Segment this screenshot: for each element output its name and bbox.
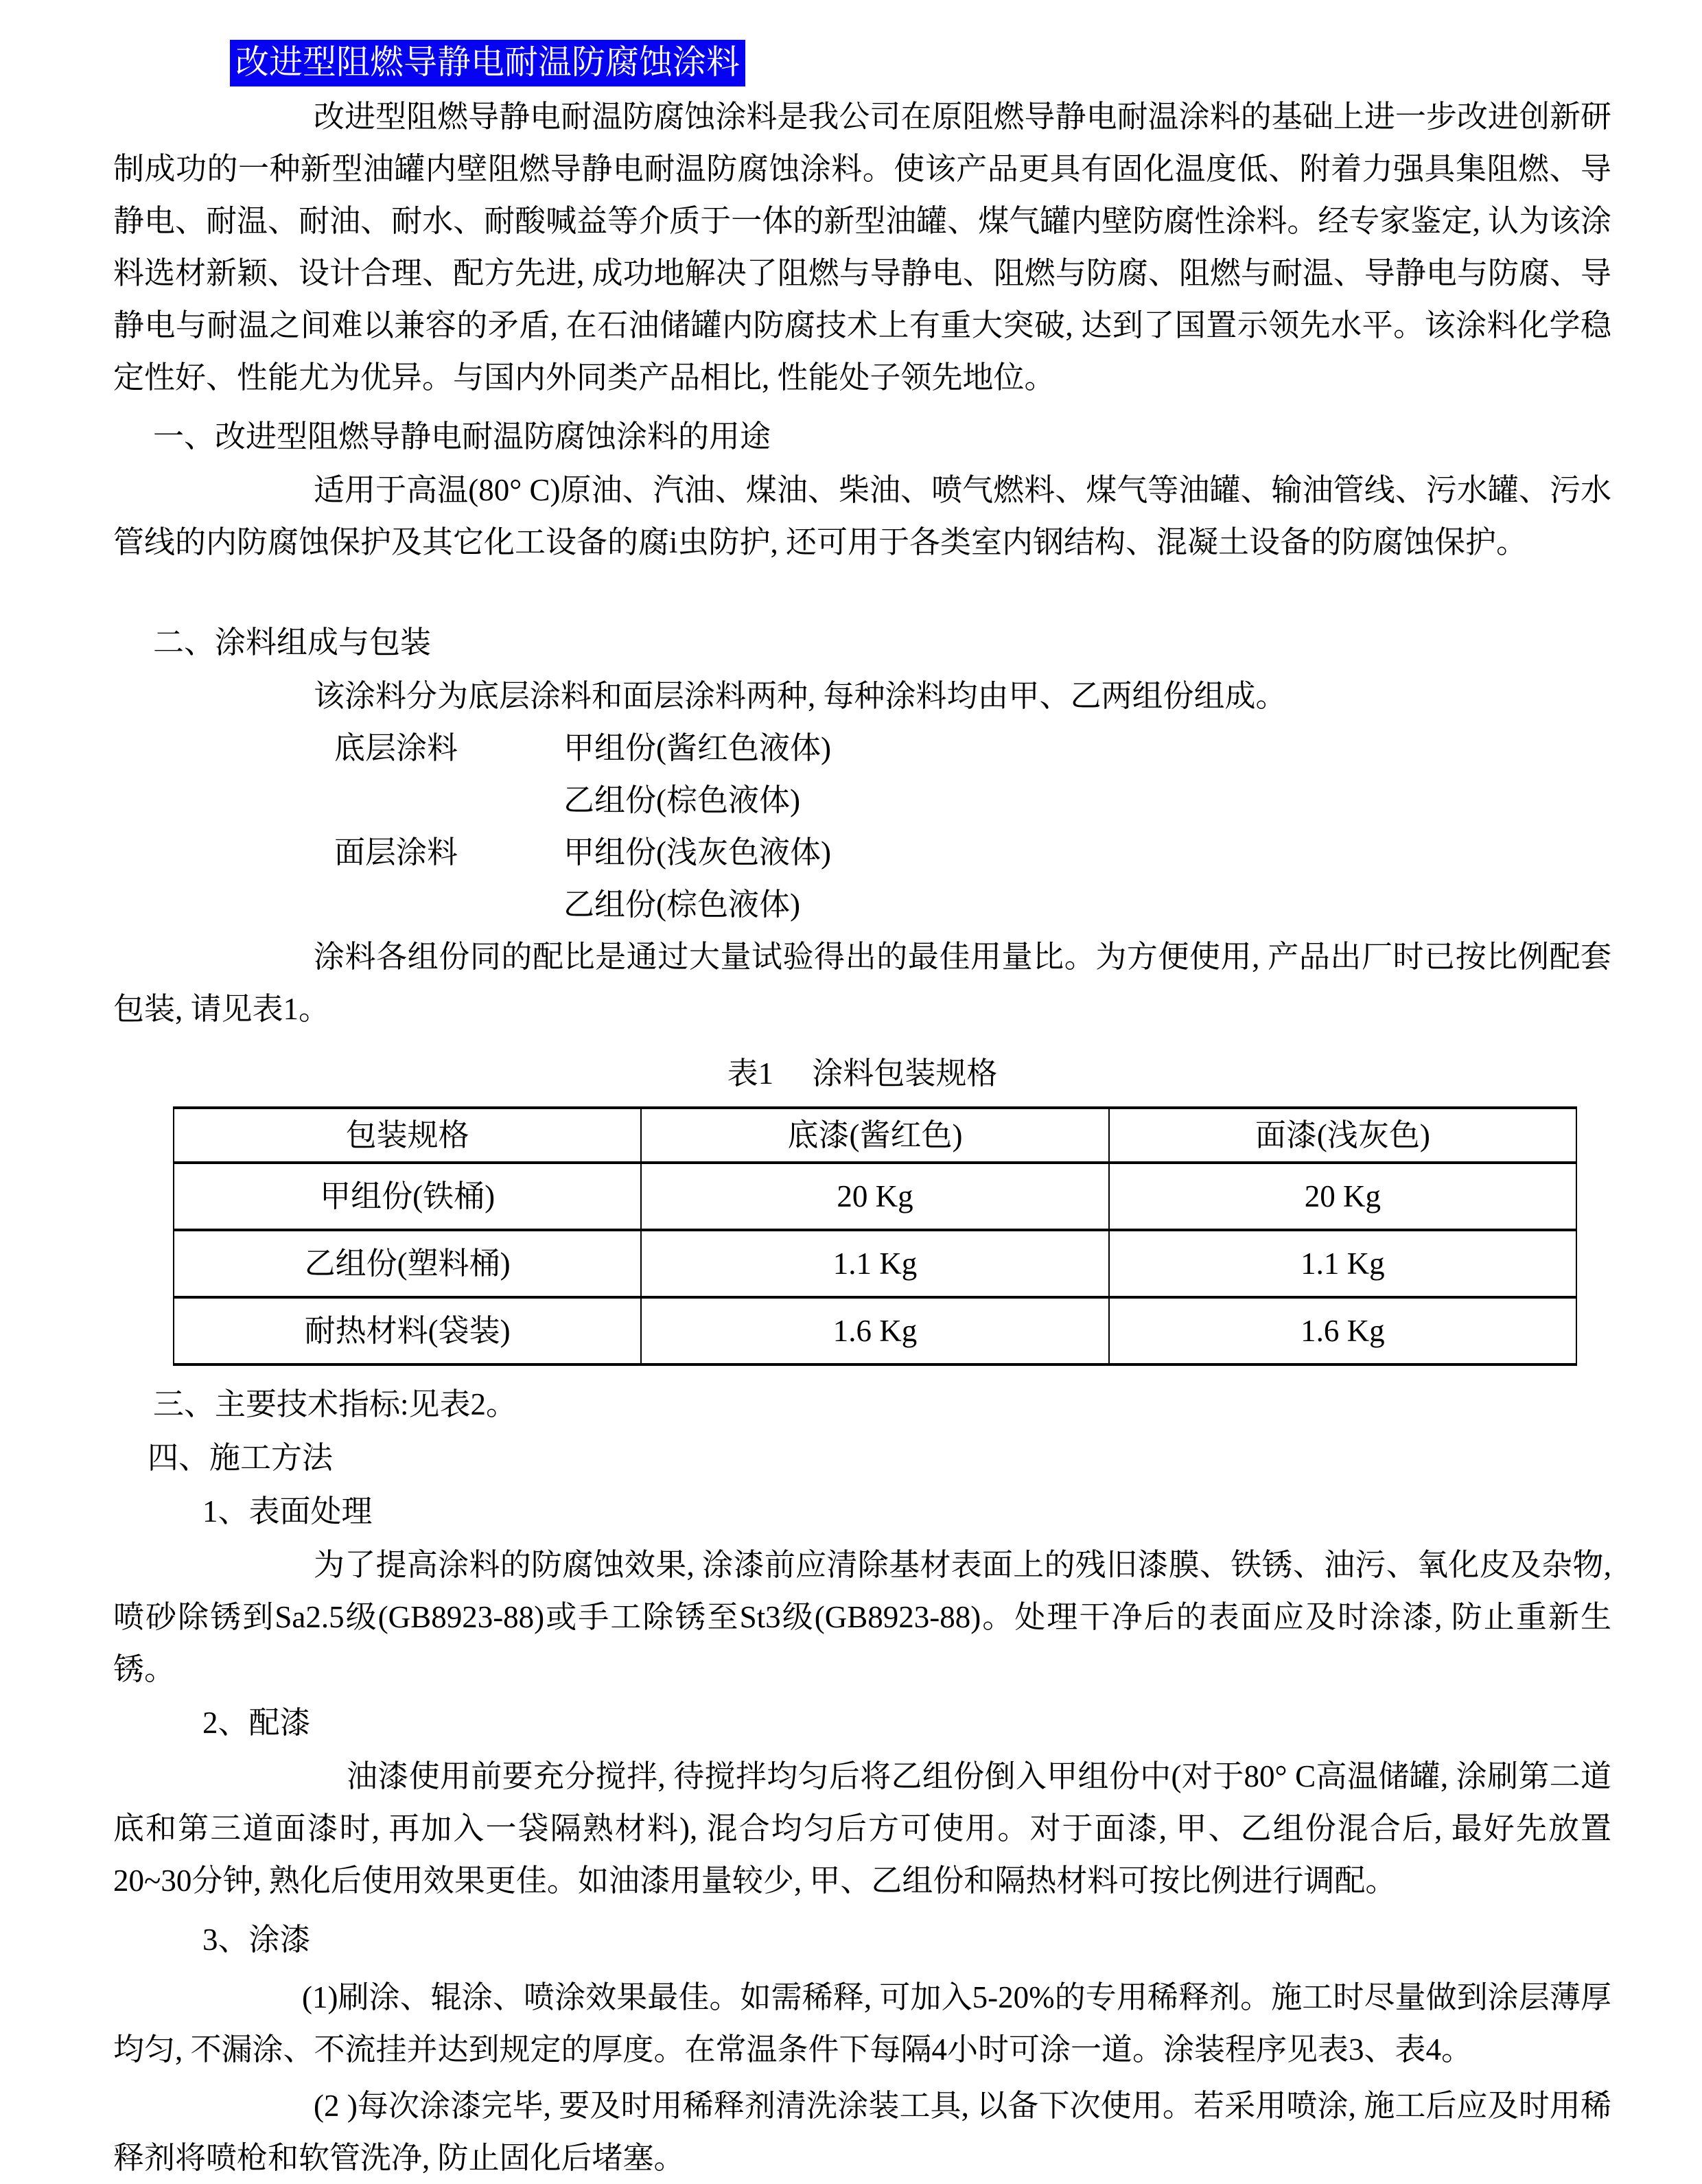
table-cell: 20 Kg	[641, 1163, 1108, 1230]
component-label: 底层涂料	[334, 731, 458, 765]
section4-heading: 四、施工方法	[148, 1441, 334, 1475]
document-title: 改进型阻燃导静电耐温防腐蚀涂料	[230, 40, 745, 86]
table1-caption: 表1 涂料包装规格	[727, 1056, 998, 1091]
table-cell: 耐热材料(袋装)	[174, 1297, 641, 1364]
section3-heading: 三、主要技术指标:见表2。	[153, 1387, 517, 1421]
section2-intro: 该涂料分为底层涂料和面层涂料两种, 每种涂料均由甲、乙两组份组成。	[314, 679, 1287, 713]
table-row	[174, 1230, 1576, 1297]
table-cell: 1.1 Kg	[1109, 1230, 1576, 1297]
table-cell: 1.6 Kg	[641, 1297, 1108, 1364]
section2-note: 涂料各组份同的配比是通过大量试验得出的最佳用量比。为方便使用, 产品出厂时已按比例配套包装, 请见表1。	[113, 940, 1611, 1026]
sub2-heading: 2、配漆	[202, 1706, 311, 1740]
component-value: 甲组份(酱红色液体)	[563, 731, 831, 765]
table-header-cell: 包装规格	[174, 1108, 641, 1163]
component-row	[113, 826, 1611, 879]
table-cell: 20 Kg	[1109, 1163, 1576, 1230]
table-header-cell: 面漆(浅灰色)	[1109, 1108, 1576, 1163]
sub1-body: 为了提高涂料的防腐蚀效果, 涂漆前应清除基材表面上的残旧漆膜、铁锈、油污、氧化皮及杂物, 喷砂除锈到Sa2.5级(GB8923-88)或手工除锈至St3级(GB8923-88)。处理干净后的表面应及时涂漆, 防止重新生锈。	[113, 1548, 1611, 1686]
table-cell: 1.6 Kg	[1109, 1297, 1576, 1364]
sub3-paragraph1: (1)刷涂、辊涂、喷涂效果最佳。如需稀释, 可加入5-20%的专用稀释剂。施工时尽量做到涂层薄厚均匀, 不漏涂、不流挂并达到规定的厚度。在常温条件下每隔4小时可涂一道。涂装程序见表3、表4。	[113, 1980, 1611, 2067]
component-value: 乙组份(棕色液体)	[563, 887, 800, 922]
component-row	[113, 722, 1611, 774]
sub1-heading: 1、表面处理	[202, 1494, 373, 1529]
table-header-row	[174, 1108, 1576, 1163]
sub3-heading: 3、涂漆	[202, 1922, 311, 1957]
component-value: 甲组份(浅灰色液体)	[563, 835, 831, 870]
component-value: 乙组份(棕色液体)	[563, 783, 800, 817]
table-cell: 乙组份(塑料桶)	[174, 1230, 641, 1297]
table-row	[174, 1297, 1576, 1364]
component-row	[113, 879, 1611, 931]
packaging-table	[173, 1106, 1577, 1366]
intro-paragraph: 改进型阻燃导静电耐温防腐蚀涂料是我公司在原阻燃导静电耐温涂料的基础上进一步改进创新研制成功的一种新型油罐内壁阻燃导静电耐温防腐蚀涂料。使该产品更具有固化温度低、附着力强具集阻燃、导静电、耐温、耐油、耐水、耐酸喊益等介质于一体的新型油罐、煤气罐内壁防腐性涂料。经专家鉴定, 认为该涂料选材新颖、设计合理、配方先进, 成功地解决了阻燃与导静电、阻燃与防腐、阻燃与耐温、导静电与防腐、导静电与耐温之间难以兼容的矛盾, 在石油储罐内防腐技术上有重大突破, 达到了国置示领先水平。该涂料化学稳定性好、性能尤为优异。与国内外同类产品相比, 性能处子领先地位。	[113, 100, 1611, 395]
section2-heading: 二、涂料组成与包装	[153, 625, 432, 660]
table-row	[174, 1163, 1576, 1230]
table-cell: 1.1 Kg	[641, 1230, 1108, 1297]
section1-body: 适用于高温(80° C)原油、汽油、煤油、柴油、喷气燃料、煤气等油罐、输油管线、污水罐、污水管线的内防腐蚀保护及其它化工设备的腐i虫防护, 还可用于各类室内钢结构、混凝土设备的防腐蚀保护。	[113, 473, 1611, 559]
table-header-cell: 底漆(酱红色)	[641, 1108, 1108, 1163]
section1-heading: 一、改进型阻燃导静电耐温防腐蚀涂料的用途	[153, 419, 771, 454]
table-cell: 甲组份(铁桶)	[174, 1163, 641, 1230]
component-row	[113, 774, 1611, 826]
component-label: 面层涂料	[334, 835, 458, 870]
sub3-paragraph2: (2 )每次涂漆完毕, 要及时用稀释剂清洗涂装工具, 以备下次使用。若采用喷涂, 施工后应及时用稀释剂将喷枪和软管洗净, 防止固化后堵塞。	[113, 2089, 1611, 2175]
sub2-body: 油漆使用前要充分搅拌, 待搅拌均匀后将乙组份倒入甲组份中(对于80° C高温储罐, 涂刷第二道底和第三道面漆时, 再加入一袋隔熟材料), 混合均匀后方可使用。对于面漆, 甲、乙组份混合后, 最好先放置20~30分钟, 熟化后使用效果更佳。如油漆用量较少, 甲、乙组份和隔热材料可按比例进行调配。	[113, 1759, 1611, 1898]
